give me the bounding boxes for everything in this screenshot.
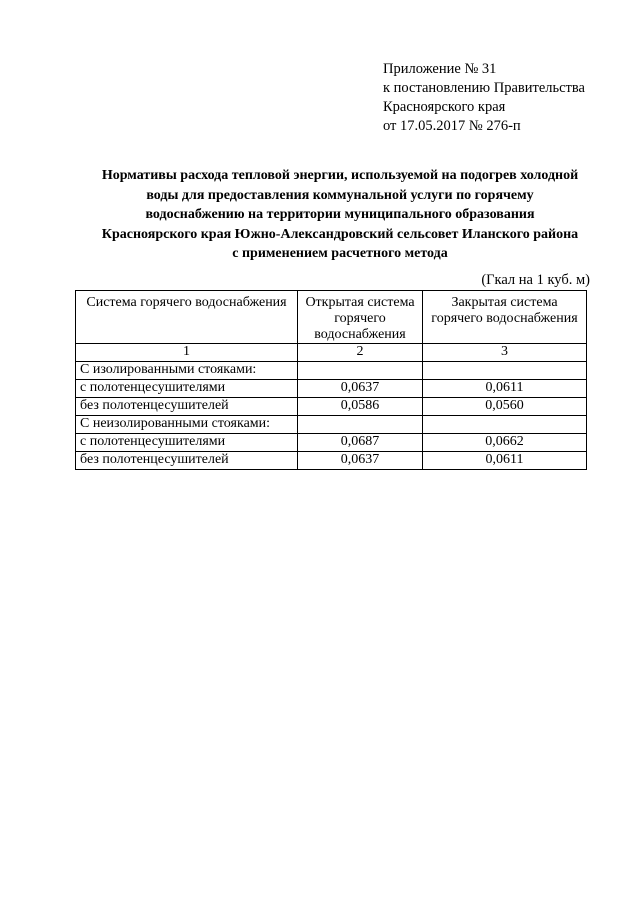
title-line-4: Красноярского края Южно-Александровский сельсовет Иланского района: [101, 226, 579, 242]
row-label: без полотенцесушителей: [76, 398, 298, 416]
table-row: [76, 452, 587, 470]
column-number: 2: [298, 344, 423, 362]
table-row: [76, 398, 587, 416]
table-row: [76, 416, 587, 434]
closed-value: 0,0611: [423, 380, 587, 398]
open-value: 0,0586: [298, 398, 423, 416]
open-value: 0,0687: [298, 434, 423, 452]
units-label: (Гкал на 1 куб. м): [481, 272, 590, 288]
title-line-2: воды для предоставления коммунальной услуги по горячему: [146, 187, 534, 203]
closed-value: [423, 416, 587, 434]
title-line-3: водоснабжению на территории муниципального образования: [145, 207, 535, 222]
row-label: С неизолированными стояками:: [76, 416, 298, 434]
open-value: [298, 362, 423, 380]
document-title: [70, 166, 610, 264]
row-label: С изолированными стояками:: [76, 362, 298, 380]
appendix-header: [383, 60, 585, 136]
appendix-region: Красноярского края: [383, 99, 506, 115]
column-number: 1: [76, 344, 298, 362]
column-number: 3: [423, 344, 587, 362]
header-system: Система горячего водоснабжения: [76, 291, 298, 344]
appendix-reference: к постановлению Правительства: [383, 80, 585, 96]
header-open-system: Открытая система горячего водоснабжения: [298, 291, 423, 344]
row-label: с полотенцесушителями: [76, 434, 298, 452]
row-label: с полотенцесушителями: [76, 380, 298, 398]
table-row: [76, 434, 587, 452]
open-value: 0,0637: [298, 452, 423, 470]
table-row: [76, 380, 587, 398]
header-closed-system: Закрытая система горячего водоснабжения: [423, 291, 587, 344]
column-number-row: [76, 344, 587, 362]
closed-value: 0,0662: [423, 434, 587, 452]
open-value: 0,0637: [298, 380, 423, 398]
appendix-date: от 17.05.2017 № 276-п: [383, 118, 521, 134]
table-row: [76, 362, 587, 380]
title-line-5: с применением расчетного метода: [232, 246, 448, 261]
row-label: без полотенцесушителей: [76, 452, 298, 470]
open-value: [298, 416, 423, 434]
table-header-row: [76, 291, 587, 344]
title-line-1: Нормативы расхода тепловой энергии, используемой на подогрев холодной: [101, 168, 579, 183]
appendix-number: Приложение № 31: [383, 61, 497, 77]
closed-value: 0,0560: [423, 398, 587, 416]
closed-value: [423, 362, 587, 380]
closed-value: 0,0611: [423, 452, 587, 470]
norms-table: [75, 290, 587, 470]
